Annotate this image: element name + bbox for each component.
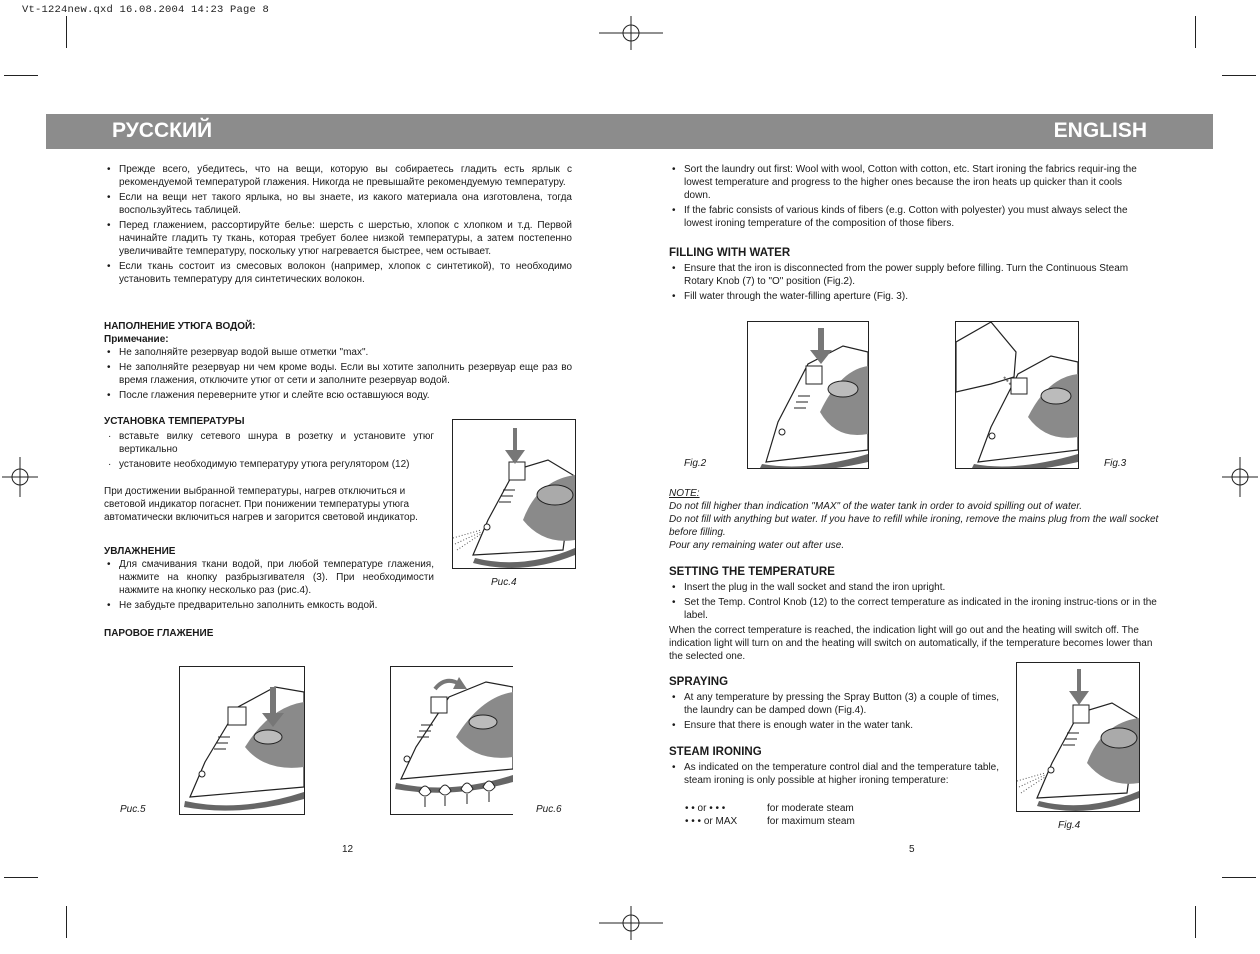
en-note xyxy=(669,487,1159,552)
section-title: SETTING THE TEMPERATURE xyxy=(669,566,835,578)
crop-mark xyxy=(4,75,38,76)
en-intro xyxy=(669,163,1141,232)
figure-caption: Рис.4 xyxy=(491,577,517,588)
list-item: • Перед глажением, рассортируйте белье: шерсть с шерстью, хлопок с хлопком и т.д. Первой начинайте гладить ту ткань, которая требует более низкой температуры, а затем постепенно увеличивайте температуру, поскольку утюг нагревается быстрее, чем остывает. xyxy=(104,219,572,258)
figure-iron-knob xyxy=(747,321,869,469)
crop-mark xyxy=(1222,877,1256,878)
print-slug: Vt-1224new.qxd 16.08.2004 14:23 Page 8 xyxy=(22,4,270,16)
note-line: Pour any remaining water out after use. xyxy=(669,540,845,551)
crop-mark xyxy=(1195,16,1196,48)
list-item: • If the fabric consists of various kinds of fibers (e.g. Cotton with polyester) you must always select the lowest ironing temperature of the composition of those fibers. xyxy=(669,204,1141,230)
language-banner xyxy=(46,114,1213,149)
figure-iron-steam-button xyxy=(179,666,305,815)
steam-table xyxy=(685,802,985,828)
section-title: ПАРОВОЕ ГЛАЖЕНИЕ xyxy=(104,628,214,639)
registration-mark-icon xyxy=(2,457,38,497)
registration-mark-icon xyxy=(599,906,663,940)
ru-temp-section xyxy=(104,415,434,524)
en-spray-section xyxy=(669,676,999,734)
section-title: УВЛАЖНЕНИЕ xyxy=(104,546,176,557)
section-title: FILLING WITH WATER xyxy=(669,247,791,259)
banner-english: ENGLISH xyxy=(1053,119,1147,142)
crop-mark xyxy=(4,877,38,878)
table-row xyxy=(685,815,985,828)
list-item: • Прежде всего, убедитесь, что на вещи, которую вы собираетесь гладить есть ярлык с рекомендуемой температурой глажения. Никогда не превышайте рекомендуемую температуру. xyxy=(104,163,572,189)
list-item: • Если на вещи нет такого ярлыка, но вы знаете, из какого материала она изготовлена, тогда воспользуйтесь таблицей. xyxy=(104,191,572,217)
crop-mark xyxy=(1195,906,1196,938)
list-item: · вставьте вилку сетевого шнура в розетку и установите утюг вертикально xyxy=(104,430,434,456)
steam-desc: for moderate steam xyxy=(767,803,854,814)
figure-iron-spray xyxy=(452,419,576,569)
section-title: УСТАНОВКА ТЕМПЕРАТУРЫ xyxy=(104,416,245,427)
en-temp-section xyxy=(669,566,1159,663)
ru-steam-section xyxy=(104,627,404,640)
figure-caption: Рис.5 xyxy=(120,804,146,815)
registration-mark-icon xyxy=(599,16,663,50)
list-item: • Не заполняйте резервуар ни чем кроме воды. Если вы хотите заполнить резервуар еще раз во время глажения, отключите утюг от сети и заполните резервуар водой. xyxy=(104,361,572,387)
figure-caption: Fig.3 xyxy=(1104,458,1127,469)
section-title: STEAM IRONING xyxy=(669,746,762,758)
figure-iron-spray xyxy=(1016,662,1140,812)
figure-iron-filling xyxy=(955,321,1079,469)
page-number: 12 xyxy=(342,844,354,855)
list-item: • Ensure that there is enough water in the water tank. xyxy=(669,719,999,732)
list-item: • Если ткань состоит из смесовых волокон (например, хлопок с синтетикой), то необходимо установить температуру для синтетических волокон. xyxy=(104,260,572,286)
list-item: • Sort the laundry out first: Wool with wool, Cotton with cotton, etc. Start ironing the fabrics requir-ing the lowest temperature and progress to the higher ones because the iron heats up quicker than it cools down. xyxy=(669,163,1141,202)
list-item: • At any temperature by pressing the Spray Button (3) a couple of times, the laundry can be damped down (Fig.4). xyxy=(669,691,999,717)
list-item: • Не забудьте предварительно заполнить емкость водой. xyxy=(104,599,434,612)
crop-mark xyxy=(1222,75,1256,76)
ru-intro xyxy=(104,163,572,288)
figure-caption: Fig.2 xyxy=(684,458,707,469)
figure-caption: Fig.4 xyxy=(1058,820,1081,831)
paragraph: When the correct temperature is reached, the indication light will go out and the heating will switch off. The indication light will turn on and the heating will switch on automatically, if the temperature becomes lower than the selected one. xyxy=(669,625,1153,662)
en-steam-section xyxy=(669,746,999,789)
steam-desc: for maximum steam xyxy=(767,816,855,827)
note-line: Do not fill higher than indication "MAX" of the water tank in order to avoid spilling out of water. xyxy=(669,501,1083,512)
table-row xyxy=(685,802,985,815)
en-filling-section xyxy=(669,247,1141,305)
registration-mark-icon xyxy=(1222,457,1258,497)
note-line: Do not fill with anything but water. If you have to refill while ironing, remove the mains plug from the wall socket before filling. xyxy=(669,514,1159,538)
list-item: · установите необходимую температуру утюга регулятором (12) xyxy=(104,458,434,471)
figure-iron-steam-burst xyxy=(390,666,513,815)
ru-spray-section xyxy=(104,545,434,614)
note-label: NOTE: xyxy=(669,488,700,499)
list-item: • Не заполняйте резервуар водой выше отметки "max". xyxy=(104,346,572,359)
list-item: • После глажения переверните утюг и слейте всю оставшуюся воду. xyxy=(104,389,572,402)
list-item: • Ensure that the iron is disconnected from the power supply before filling. Turn the Continuous Steam Rotary Knob (7) to "O" position (Fig.2). xyxy=(669,262,1141,288)
note-label: Примечание: xyxy=(104,334,169,345)
list-item: • Set the Temp. Control Knob (12) to the correct temperature as indicated in the ironing instruc-tions or in the label. xyxy=(669,596,1159,622)
list-item: • Fill water through the water-filling aperture (Fig. 3). xyxy=(669,290,1141,303)
steam-level: • • or • • • xyxy=(685,803,726,814)
banner-russian: РУССКИЙ xyxy=(112,119,213,142)
page-number: 5 xyxy=(909,844,915,855)
section-title: НАПОЛНЕНИЕ УТЮГА ВОДОЙ: xyxy=(104,321,256,332)
steam-level: • • • or MAX xyxy=(685,816,738,827)
list-item: • Insert the plug in the wall socket and stand the iron upright. xyxy=(669,581,1159,594)
list-item: • Для смачивания ткани водой, при любой температуре глажения, нажмите на кнопку разбрызгивателя (3). При необходимости нажмите на кнопку несколько раз (рис.4). xyxy=(104,558,434,597)
paragraph: При достижении выбранной температуры, нагрев отключиться и световой индикатор погаснет. При понижении температуры утюга автоматически включиться нагрев и загорится световой индикатор. xyxy=(104,486,418,523)
figure-caption: Рис.6 xyxy=(536,804,562,815)
ru-filling-section xyxy=(104,320,572,404)
crop-mark xyxy=(66,16,67,48)
section-title: SPRAYING xyxy=(669,676,729,688)
crop-mark xyxy=(66,906,67,938)
list-item: • As indicated on the temperature control dial and the temperature table, steam ironing is only possible at higher ironing temperature: xyxy=(669,761,999,787)
